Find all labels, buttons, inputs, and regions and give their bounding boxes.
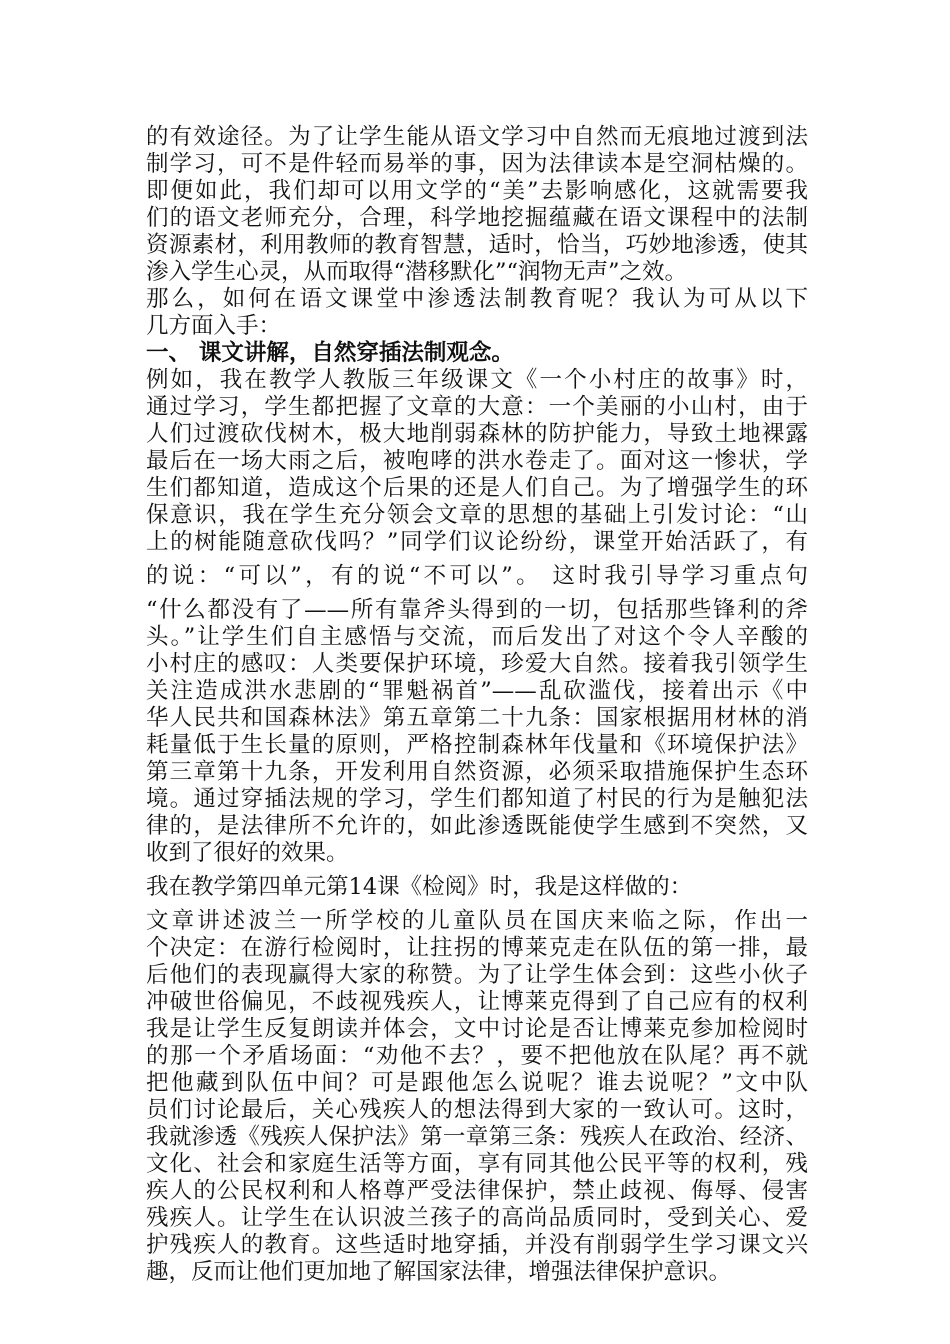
text-line: 通过学习，学生都把握了文章的大意：一个美丽的小山村，由于 xyxy=(146,394,808,420)
text-line: 把他藏到队伍中间？可是跟他怎么说呢？谁去说呢？”文中队 xyxy=(146,1070,808,1096)
text-line: 资源素材，利用教师的教育智慧，适时，恰当，巧妙地渗透，使其 xyxy=(146,232,808,258)
text-line: 的说：“可以”，有的说“不可以”。 这时我引导学习重点句 xyxy=(146,563,808,589)
text-line: 那么，如何在语文课堂中渗透法制教育呢？我认为可从以下 xyxy=(146,286,808,312)
text-line: 境。通过穿插法规的学习，学生们都知道了村民的行为是触犯法 xyxy=(146,786,808,812)
text-line: 趣，反而让他们更加地了解国家法律，增强法律保护意识。 xyxy=(146,1259,732,1285)
text-line: 收到了很好的效果。 xyxy=(146,840,349,866)
text-line: 制学习，可不是件轻而易举的事，因为法律读本是空洞枯燥的。 xyxy=(146,151,808,177)
text-line: 我就渗透《残疾人保护法》第一章第三条：残疾人在政治、经济、 xyxy=(146,1124,808,1150)
text-line: 文化、社会和家庭生活等方面，享有同其他公民平等的权利，残 xyxy=(146,1151,808,1177)
text-line: 我是让学生反复朗读并体会，文中讨论是否让博莱克参加检阅时 xyxy=(146,1016,808,1042)
text-line: 几方面入手： xyxy=(146,313,282,339)
text-line: 生们都知道，造成这个后果的还是人们自己。为了增强学生的环 xyxy=(146,475,808,501)
text-line: 冲破世俗偏见，不歧视残疾人，让博莱克得到了自己应有的权利 xyxy=(146,989,808,1015)
text-line: 员们讨论最后，关心残疾人的想法得到大家的一致认可。这时， xyxy=(146,1097,808,1123)
text-line: 文章讲述波兰一所学校的儿童队员在国庆来临之际，作出一 xyxy=(146,908,808,934)
text-line: 小村庄的感叹：人类要保护环境，珍爱大自然。接着我引领学生 xyxy=(146,651,808,677)
text-line: 后他们的表现赢得大家的称赞。为了让学生体会到：这些小伙子 xyxy=(146,962,808,988)
text-line: 即便如此，我们却可以用文学的“美”去影响感化，这就需要我 xyxy=(146,178,808,204)
text-line: 个决定：在游行检阅时，让拄拐的博莱克走在队伍的第一排，最 xyxy=(146,935,808,961)
text-line: 律的，是法律所不允许的，如此渗透既能使学生感到不突然，又 xyxy=(146,813,808,839)
text-line: 们的语文老师充分，合理，科学地挖掘蕴藏在语文课程中的法制 xyxy=(146,205,808,231)
text-line: 最后在一场大雨之后，被咆哮的洪水卷走了。面对这一惨状，学 xyxy=(146,448,808,474)
text-line: 护残疾人的教育。这些适时地穿插，并没有削弱学生学习课文兴 xyxy=(146,1232,808,1258)
text-line: 华人民共和国森林法》第五章第二十九条：国家根据用材林的消 xyxy=(146,705,808,731)
text-line: 残疾人。让学生在认识波兰孩子的高尚品质同时，受到关心、爱 xyxy=(146,1205,808,1231)
text-line: 头。”让学生们自主感悟与交流，而后发出了对这个令人辛酸的 xyxy=(146,624,808,650)
text-line: 人们过渡砍伐树木，极大地削弱森林的防护能力，导致土地裸露 xyxy=(146,421,808,447)
text-line: 疾人的公民权利和人格尊严受法律保护，禁止歧视、侮辱、侵害 xyxy=(146,1178,808,1204)
text-line: 例如，我在教学人教版三年级课文《一个小村庄的故事》时， xyxy=(146,367,808,393)
text-line: 渗入学生心灵，从而取得“潜移默化”“润物无声”之效。 xyxy=(146,259,688,285)
section-heading: 一、 课文讲解，自然穿插法制观念。 xyxy=(146,340,514,366)
text-line: 关注造成洪水悲剧的“罪魁祸首”——乱砍滥伐，接着出示《中 xyxy=(146,678,808,704)
text-line: 的有效途径。为了让学生能从语文学习中自然而无痕地过渡到法 xyxy=(146,124,808,150)
text-line: 保意识，我在学生充分领会文章的思想的基础上引发讨论：“山 xyxy=(146,502,808,528)
text-line: 耗量低于生长量的原则，严格控制森林年伐量和《环境保护法》 xyxy=(146,732,808,758)
text-line: “什么都没有了——所有靠斧头得到的一切，包括那些锋利的斧 xyxy=(146,597,808,623)
text-line: 的那一个矛盾场面：“劝他不去？，要不把他放在队尾？再不就 xyxy=(146,1043,808,1069)
text-line: 上的树能随意砍伐吗？”同学们议论纷纷，课堂开始活跃了，有 xyxy=(146,529,808,555)
text-line: 第三章第十九条，开发利用自然资源，必须采取措施保护生态环 xyxy=(146,759,808,785)
text-line: 我在教学第四单元第14课《检阅》时，我是这样做的： xyxy=(146,874,693,900)
